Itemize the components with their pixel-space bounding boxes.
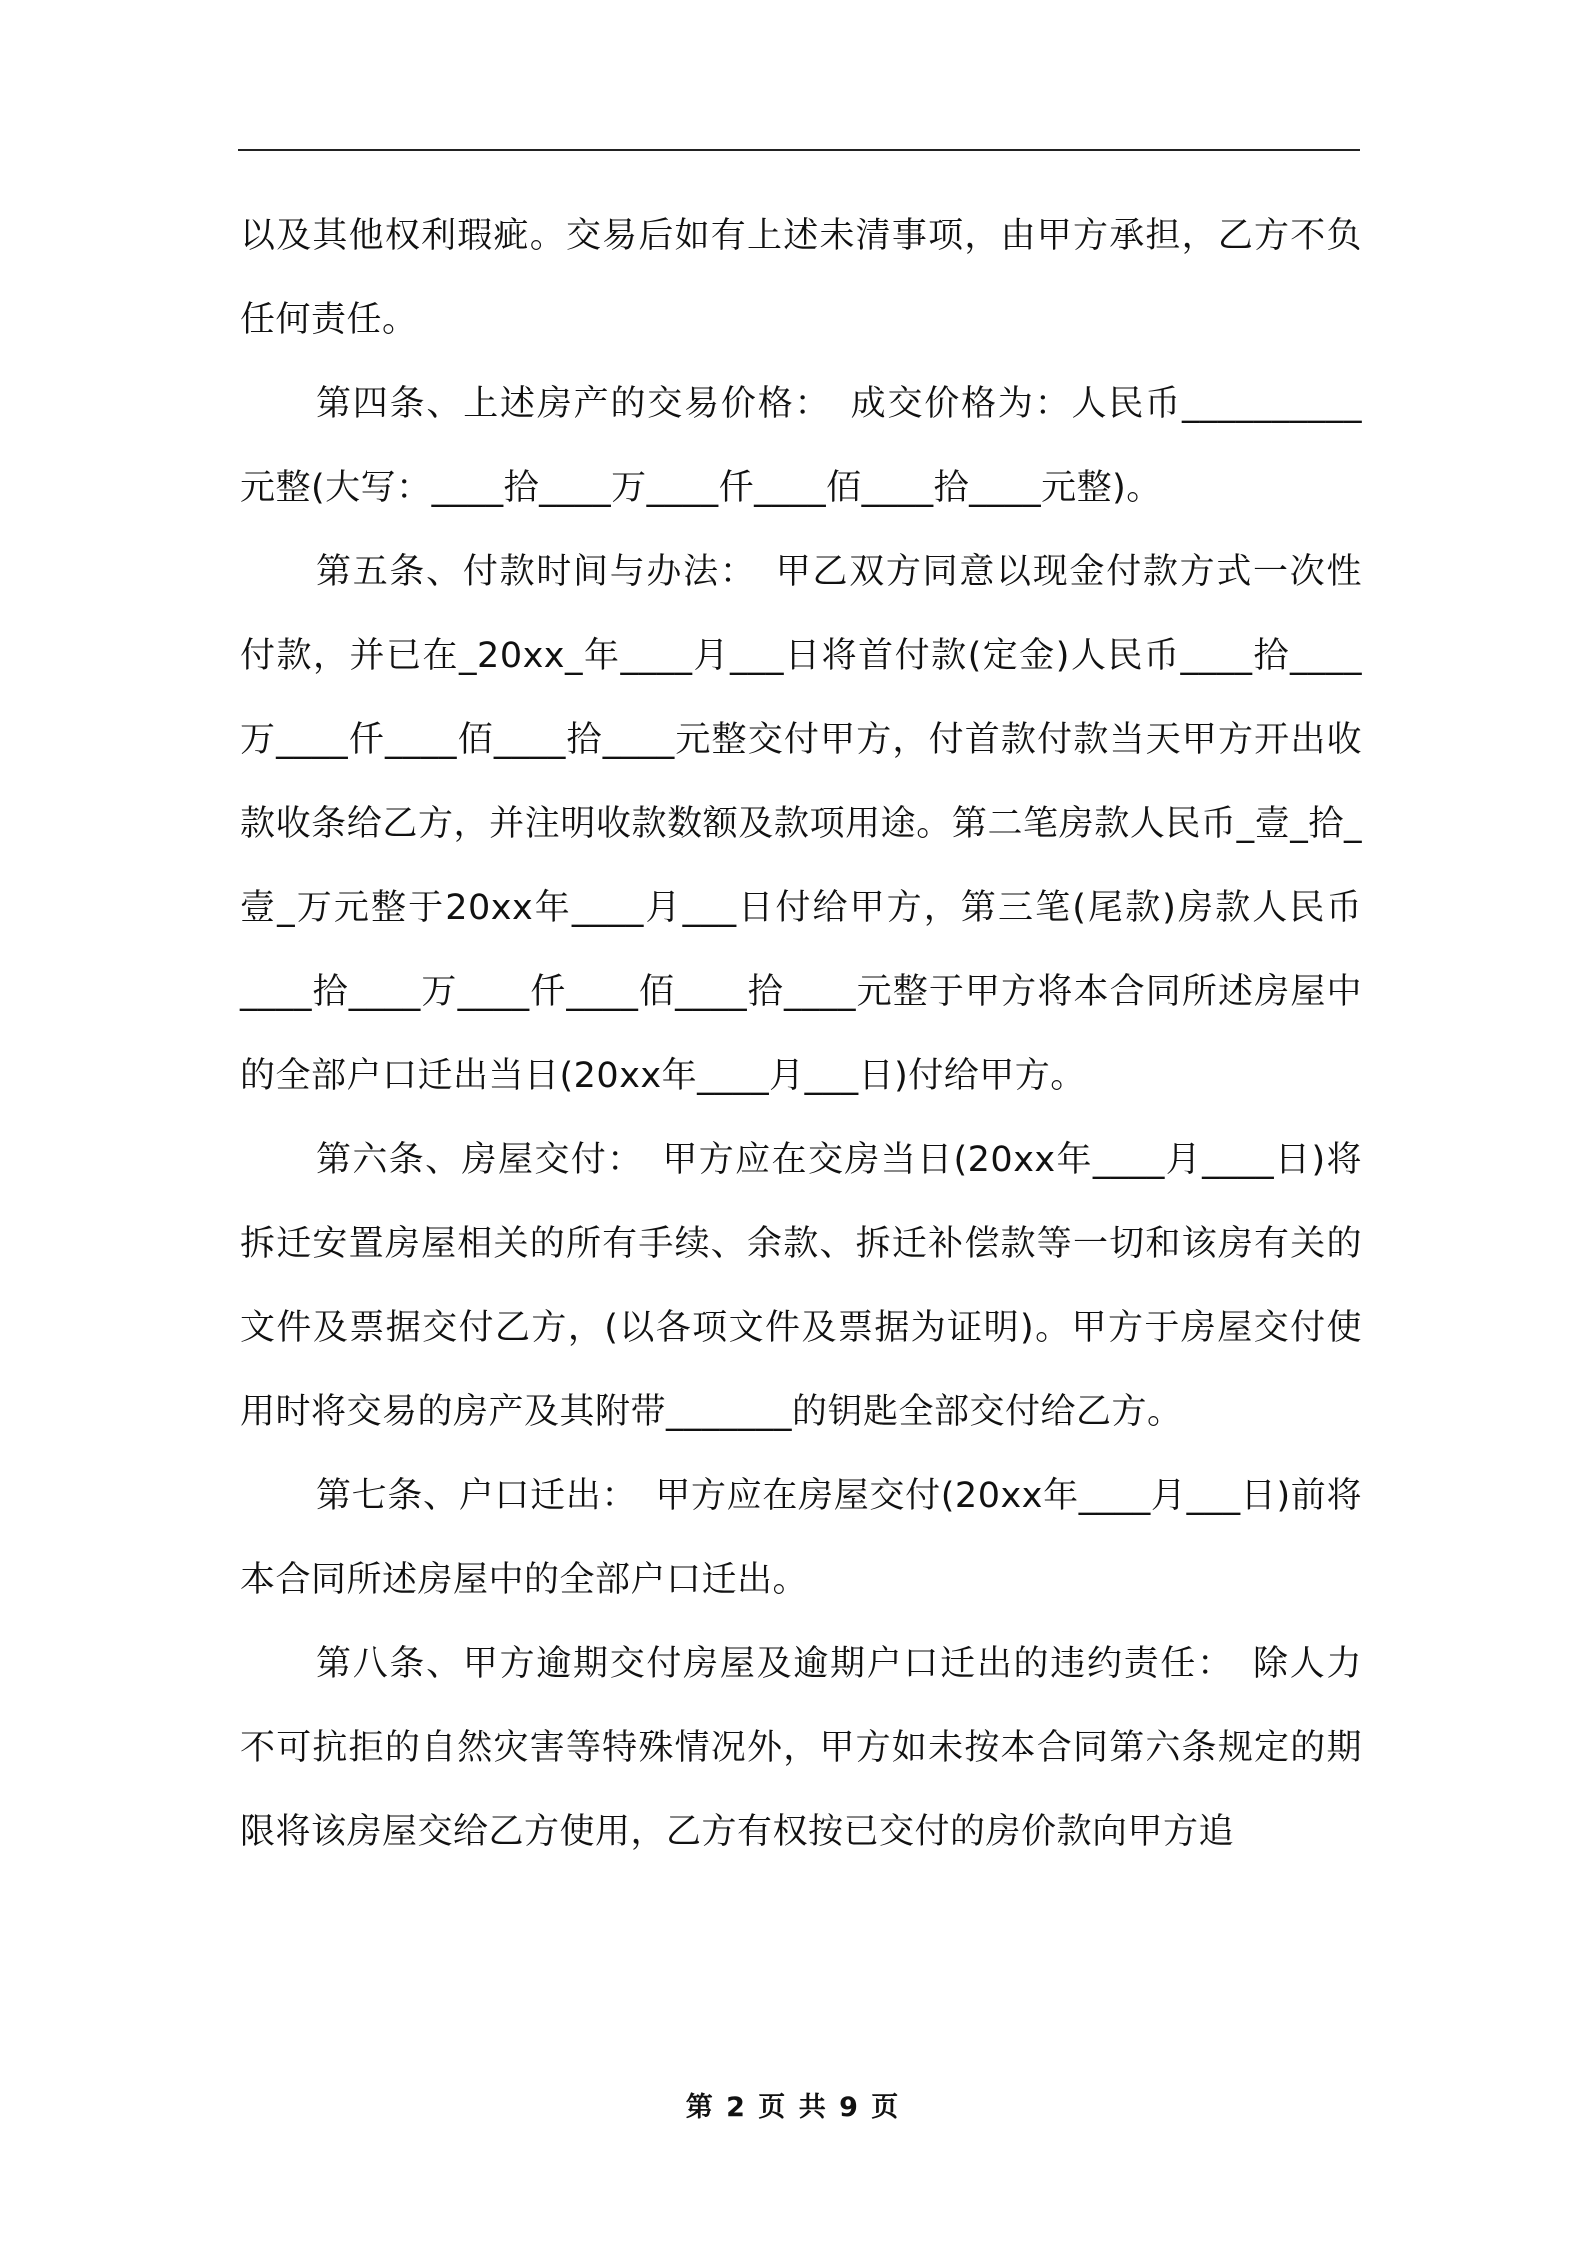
paragraph-article-6-delivery: 第六条、房屋交付： 甲方应在交房当日(20xx年____月____日)将拆迁安置房屋相关的所有手续、余款、拆迁补偿款等一切和该房有关的文件及票据交付乙方，(以各项文件及票据为证明)。甲方于房屋交付使用时将交易的房产及其附带_______的钥匙全部交付给乙方。 bbox=[240, 1140, 1362, 1432]
document-body bbox=[240, 194, 1362, 1874]
paragraph-article-8-liability: 第八条、甲方逾期交付房屋及逾期户口迁出的违约责任： 除人力不可抗拒的自然灾害等特殊情况外，甲方如未按本合同第六条规定的期限将该房屋交给乙方使用，乙方有权按已交付的房价款向甲方追 bbox=[240, 1644, 1362, 1852]
paragraph-article-5-payment: 第五条、付款时间与办法： 甲乙双方同意以现金付款方式一次性付款，并已在_20xx_年____月___日将首付款(定金)人民币____拾____万____仟____佰____拾____元整交付甲方，付首款付款当天甲方开出收款收条给乙方，并注明收款数额及款项用途。第二笔房款人民币_壹_拾_壹_万元整于20xx年____月___日付给甲方，第三笔(尾款)房款人民币____拾____万____仟____佰____拾____元整于甲方将本合同所述房屋中的全部户口迁出当日(20xx年____月___日)付给甲方。 bbox=[240, 552, 1362, 1096]
paragraph-article-7-household: 第七条、户口迁出： 甲方应在房屋交付(20xx年____月___日)前将本合同所述房屋中的全部户口迁出。 bbox=[240, 1476, 1362, 1600]
page-number: 第 2 页 共 9 页 bbox=[685, 2092, 901, 2123]
paragraph-continuation: 以及其他权利瑕疵。交易后如有上述未清事项，由甲方承担，乙方不负任何责任。 bbox=[240, 216, 1362, 340]
header-divider bbox=[238, 149, 1360, 151]
paragraph-article-4-price: 第四条、上述房产的交易价格： 成交价格为：人民币__________元整(大写：____拾____万____仟____佰____拾____元整)。 bbox=[240, 384, 1362, 508]
